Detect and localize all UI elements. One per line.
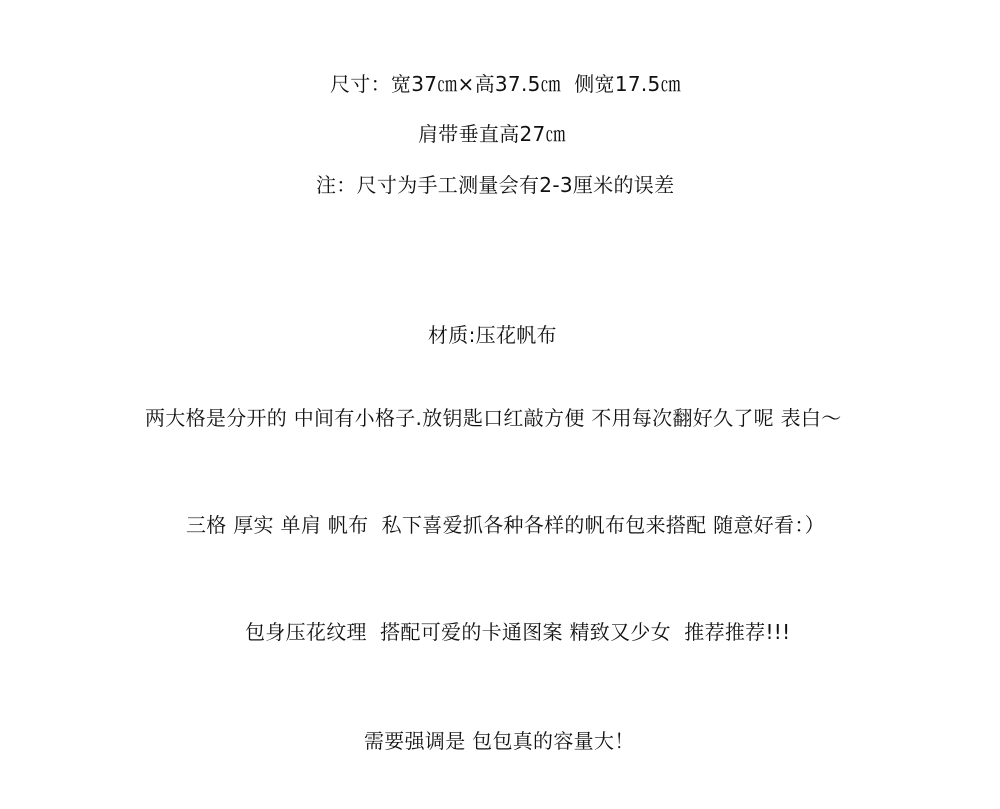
size-text: 尺寸：宽37㎝×高37.5㎝ 侧宽17.5㎝ <box>330 72 681 96</box>
material-text: 材质:压花帆布 <box>428 323 557 347</box>
texture-description-text: 包身压花纹理 搭配可爱的卡通图案 精致又少女 推荐推荐!!! <box>245 620 791 644</box>
capacity-emphasis-text: 需要强调是 包包真的容量大！ <box>364 729 635 753</box>
measurement-note-text: 注：尺寸为手工测量会有2-3厘米的误差 <box>316 173 675 197</box>
strap-height-text: 肩带垂直高27㎝ <box>418 122 566 146</box>
compartment-description-text: 两大格是分开的 中间有小格子.放钥匙口红敲方便 不用每次翻好久了呢 表白～ <box>145 406 842 430</box>
style-description-text: 三格 厚实 单肩 帆布 私下喜爱抓各种各样的帆布包来搭配 随意好看：） <box>186 513 825 537</box>
